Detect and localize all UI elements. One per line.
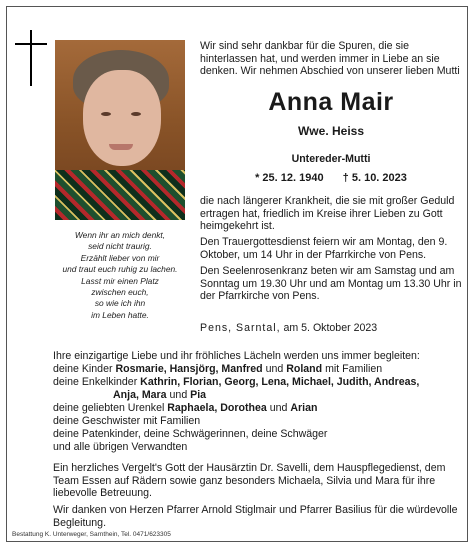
death-date: † 5. 10. 2023: [342, 172, 407, 184]
passing-text: die nach längerer Krankheit, die sie mit großer Geduld ertragen hat, friedlich im Kreise ihrer Lieben zu Gott heimgekehrt ist.: [200, 195, 455, 233]
funeral-text: Den Trauergottesdienst feiern wir am Montag, den 9. Oktober, um 14 Uhr in der Pfarrkirche von Pens.: [200, 236, 448, 261]
family-grandchildren-2: Anja, Mara und Pia: [113, 389, 207, 401]
family-others: und alle übrigen Verwandten: [53, 441, 188, 453]
widow-name: Wwe. Heiss: [297, 124, 365, 138]
thanks-clergy: Wir danken von Herzen Pfarrer Arnold Stiglmair und Pfarrer Basilius für die würdevolle Begleitung.: [53, 504, 458, 529]
rosary-text: Den Seelenrosenkranz beten wir am Samstag und am Sonntag um 19.30 Uhr und am Montag um 13.30 Uhr in der Pfarrkirche von Pens.: [200, 265, 462, 303]
cross-icon-bar: [15, 43, 47, 45]
thanks-care: Ein herzliches Vergelt's Gott der Hausärztin Dr. Savelli, dem Hauspflegedienst, dem Team Essen auf Rädern sowie ganz besonders Michaela, Silvia und Mara für ihre liebevolle Betreuung.: [53, 462, 446, 500]
birth-date: * 25. 12. 1940: [255, 172, 324, 184]
intro-text: Wir sind sehr dankbar für die Spuren, die sie hinterlassen hat, und werden immer in Liebe an sie denken. Wir nehmen Abschied von unserer lieben Mutti: [200, 40, 460, 78]
footer-credit: Bestattung K. Unterweger, Sarnthein, Tel. 0471/623305: [12, 531, 171, 538]
nickname: Untereder-Mutti: [291, 153, 371, 165]
family-great-grandchildren: deine geliebten Urenkel Raphaela, Dorothea und Arian: [53, 402, 318, 414]
life-dates: [200, 172, 462, 184]
cross-icon: [30, 30, 32, 86]
family-children: deine Kinder Rosmarie, Hansjörg, Manfred und Roland mit Familien: [53, 363, 383, 375]
family-godchildren: deine Patenkinder, deine Schwägerinnen, deine Schwäger: [53, 428, 328, 440]
family-siblings: deine Geschwister mit Familien: [53, 415, 201, 427]
deceased-name: Anna Mair: [268, 88, 394, 116]
portrait-photo: [55, 40, 185, 220]
family-intro: Ihre einzigartige Liebe und ihr fröhliches Lächeln werden uns immer begleiten:: [53, 350, 420, 362]
family-grandchildren: deine Enkelkinder Kathrin, Florian, Georg, Lena, Michael, Judith, Andreas,: [53, 376, 420, 388]
memorial-quote: Wenn ihr an mich denkt, seid nicht traurig. Erzählt lieber von mir und traut euch ruhig zu lachen. Lasst mir einen Platz zwischen euch, so wie ich ihn im Leben hatte.: [62, 230, 178, 320]
place-date: Pens, Sarntal, am 5. Oktober 2023: [200, 322, 378, 334]
